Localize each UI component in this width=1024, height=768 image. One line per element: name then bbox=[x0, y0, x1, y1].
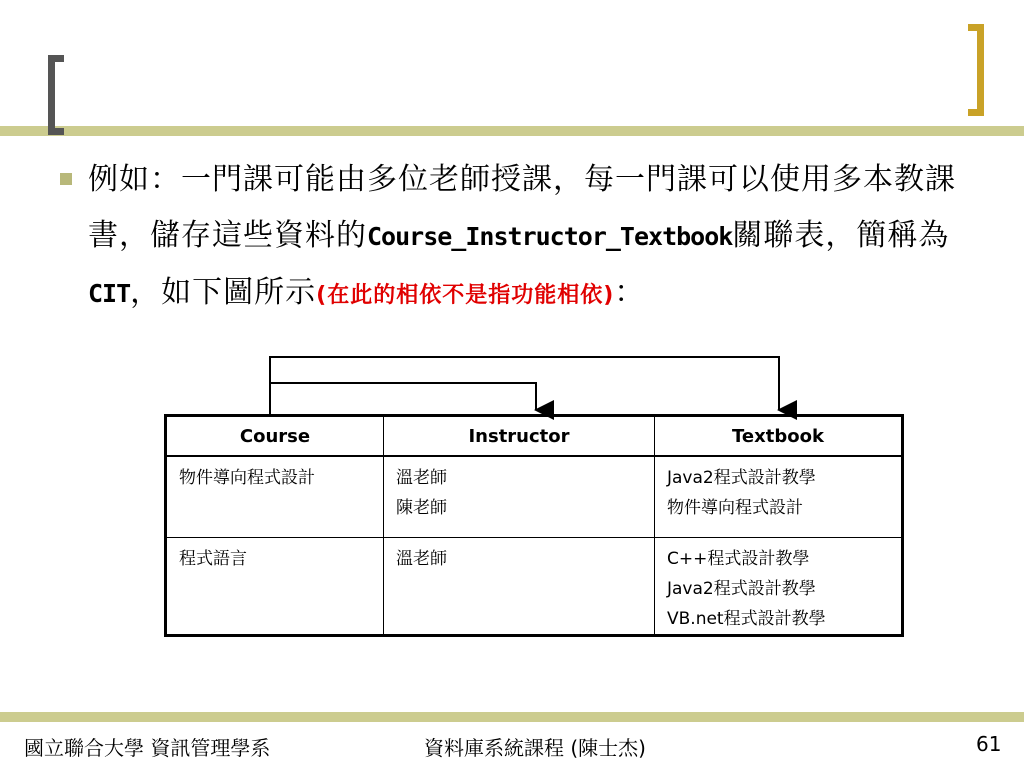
cell-textbooks: Java2程式設計教學 物件導向程式設計 bbox=[655, 456, 903, 538]
bullet-end: ： bbox=[614, 275, 646, 310]
header-textbook: Textbook bbox=[655, 416, 903, 457]
header-course: Course bbox=[166, 416, 384, 457]
arrow-course-to-textbook bbox=[270, 357, 779, 414]
footer-page-number: 61 bbox=[976, 732, 1002, 756]
table-row bbox=[166, 456, 903, 538]
bottom-accent-bar bbox=[0, 712, 1024, 722]
cell-instructors: 溫老師 陳老師 bbox=[384, 456, 655, 538]
bullet-part-5: ，如下圖所示 bbox=[130, 275, 317, 310]
cell-instructors: 溫老師 bbox=[384, 538, 655, 636]
table-header-row bbox=[166, 416, 903, 457]
footer-course-title: 資料庫系統課程 (陳士杰) bbox=[424, 736, 646, 760]
cell-course: 程式語言 bbox=[166, 538, 384, 636]
bullet-table-name: Course_Instructor_Textbook bbox=[367, 222, 733, 251]
bullet-red-note: (在此的相依不是指功能相依) bbox=[316, 283, 615, 308]
bullet-part-3: 關聯表，簡稱為 bbox=[732, 218, 950, 253]
footer-department: 國立聯合大學 資訊管理學系 bbox=[24, 736, 271, 760]
header-instructor: Instructor bbox=[384, 416, 655, 457]
cell-textbooks: C++程式設計教學 Java2程式設計教學 VB.net程式設計教學 bbox=[655, 538, 903, 636]
cit-table bbox=[164, 414, 904, 637]
bullet-part-1: 例如：一門課可能由多位老師授課，每一門課可以使用多本教課書，儲存這些資料的 bbox=[88, 162, 956, 253]
table-row bbox=[166, 538, 903, 636]
cell-course: 物件導向程式設計 bbox=[166, 456, 384, 538]
arrow-course-to-instructor bbox=[270, 383, 536, 410]
bullet-abbrev: CIT bbox=[88, 279, 131, 308]
